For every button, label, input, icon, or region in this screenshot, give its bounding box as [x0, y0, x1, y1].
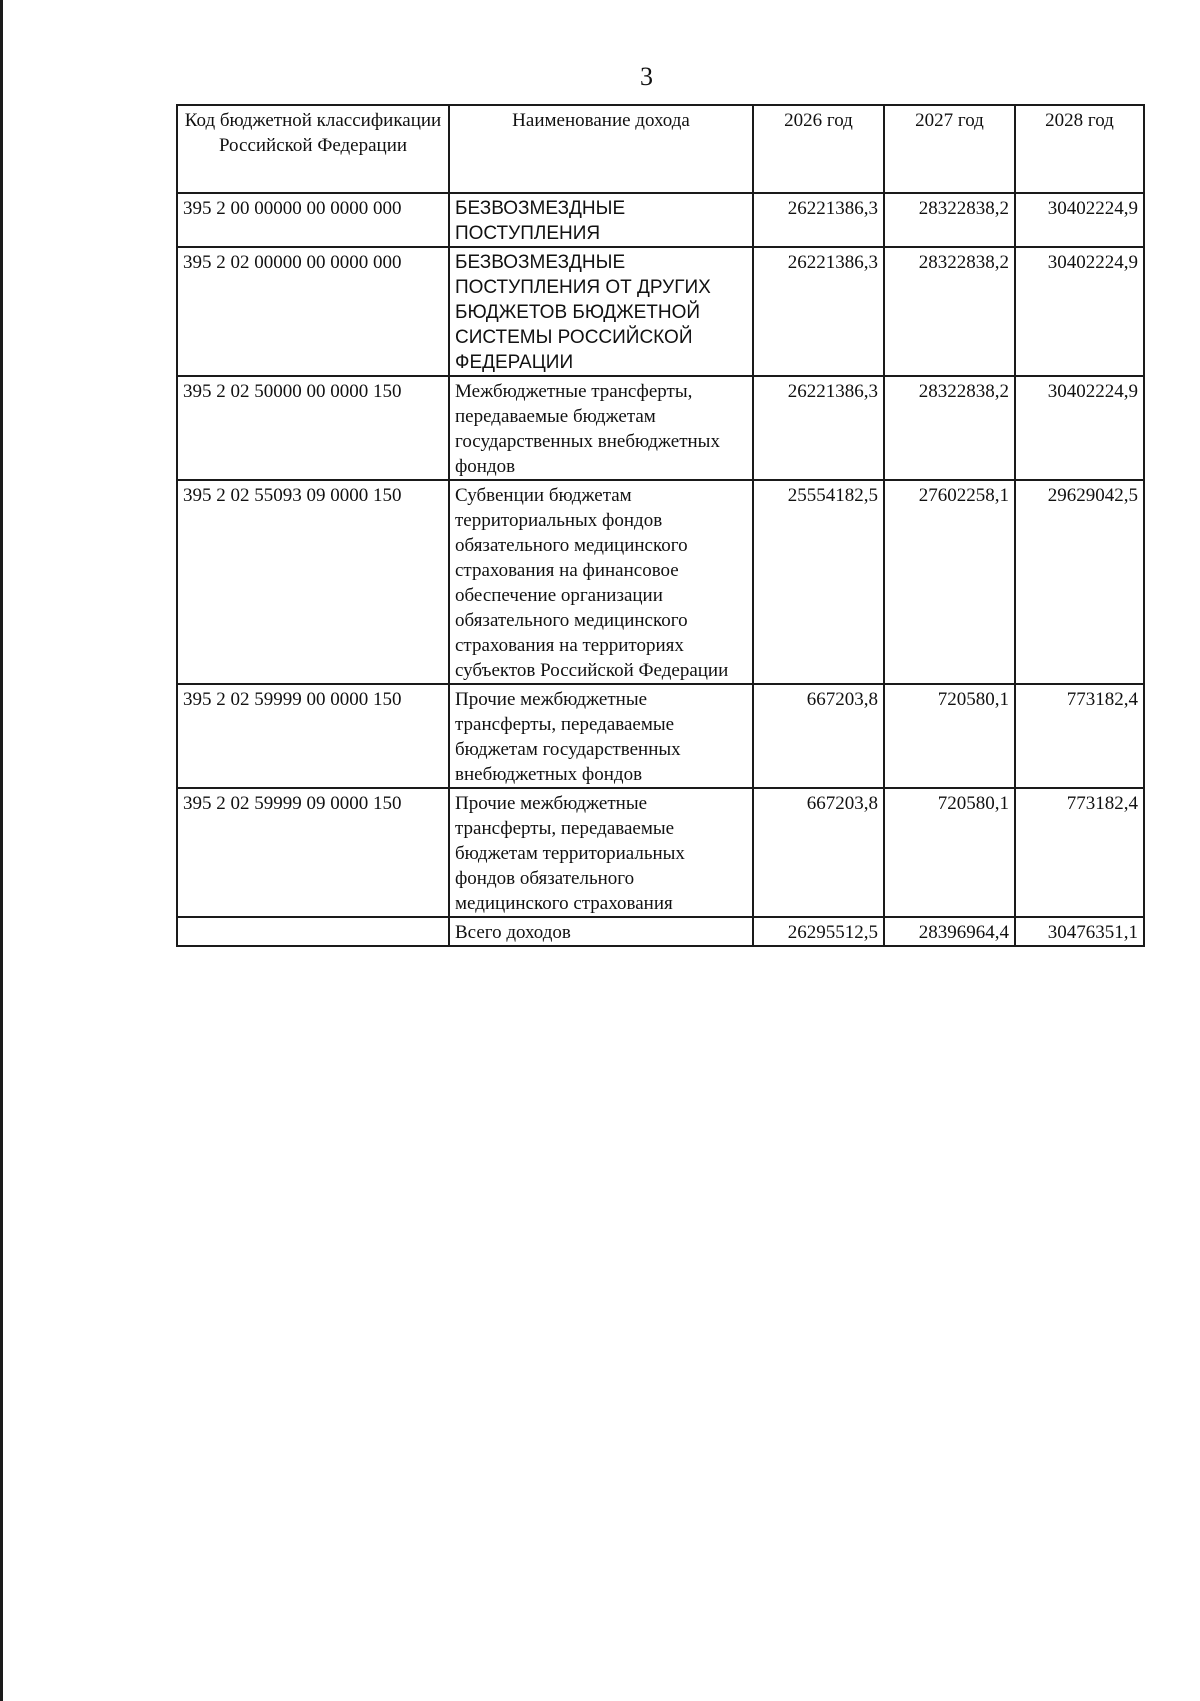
row-value-2028: 29629042,5 — [1015, 480, 1144, 684]
table-row — [177, 247, 1144, 376]
row-code: 395 2 02 00000 00 0000 000 — [177, 247, 449, 376]
row-value-2028: 773182,4 — [1015, 788, 1144, 917]
table-row — [177, 480, 1144, 684]
row-value-2027: 720580,1 — [884, 684, 1015, 788]
row-name: Прочие межбюджетные трансферты, передаваемые бюджетам государственных внебюджетных фондов — [449, 684, 753, 788]
row-value-2028: 30402224,9 — [1015, 247, 1144, 376]
row-value-2027: 27602258,1 — [884, 480, 1015, 684]
row-value-2028: 773182,4 — [1015, 684, 1144, 788]
table-header-row — [177, 105, 1144, 193]
total-row — [177, 917, 1144, 946]
header-year-2028: 2028 год — [1015, 105, 1144, 193]
row-value-2026: 26221386,3 — [753, 376, 884, 480]
row-value-2028: 30402224,9 — [1015, 376, 1144, 480]
total-value-2026: 26295512,5 — [753, 917, 884, 946]
page-number: 3 — [640, 62, 653, 91]
table-row — [177, 376, 1144, 480]
row-value-2027: 28322838,2 — [884, 376, 1015, 480]
header-year-2027: 2027 год — [884, 105, 1015, 193]
row-value-2026: 667203,8 — [753, 684, 884, 788]
row-name: Субвенции бюджетам территориальных фондов обязательного медицинского страхования на финансовое обеспечение организации обязательного медицинского страхования на территориях субъектов Российской Федерации — [449, 480, 753, 684]
table-row — [177, 193, 1144, 247]
row-value-2028: 30402224,9 — [1015, 193, 1144, 247]
scan-edge — [0, 0, 3, 1701]
row-value-2027: 720580,1 — [884, 788, 1015, 917]
row-code: 395 2 02 59999 00 0000 150 — [177, 684, 449, 788]
header-code: Код бюджетной классификации Российской Федерации — [177, 105, 449, 193]
row-code: 395 2 02 59999 09 0000 150 — [177, 788, 449, 917]
row-value-2026: 667203,8 — [753, 788, 884, 917]
row-value-2026: 26221386,3 — [753, 193, 884, 247]
row-value-2026: 26221386,3 — [753, 247, 884, 376]
row-name: БЕЗВОЗМЕЗДНЫЕ ПОСТУПЛЕНИЯ — [449, 193, 753, 247]
row-value-2027: 28322838,2 — [884, 193, 1015, 247]
row-name: БЕЗВОЗМЕЗДНЫЕ ПОСТУПЛЕНИЯ ОТ ДРУГИХ БЮДЖЕТОВ БЮДЖЕТНОЙ СИСТЕМЫ РОССИЙСКОЙ ФЕДЕРАЦИИ — [449, 247, 753, 376]
table-row — [177, 684, 1144, 788]
header-name: Наименование дохода — [449, 105, 753, 193]
budget-revenue-table — [176, 104, 1145, 947]
total-value-2027: 28396964,4 — [884, 917, 1015, 946]
row-code: 395 2 00 00000 00 0000 000 — [177, 193, 449, 247]
total-value-2028: 30476351,1 — [1015, 917, 1144, 946]
total-code-empty — [177, 917, 449, 946]
row-value-2026: 25554182,5 — [753, 480, 884, 684]
total-label: Всего доходов — [449, 917, 753, 946]
row-code: 395 2 02 50000 00 0000 150 — [177, 376, 449, 480]
row-code: 395 2 02 55093 09 0000 150 — [177, 480, 449, 684]
row-name: Межбюджетные трансферты, передаваемые бюджетам государственных внебюджетных фондов — [449, 376, 753, 480]
table-row — [177, 788, 1144, 917]
header-year-2026: 2026 год — [753, 105, 884, 193]
row-value-2027: 28322838,2 — [884, 247, 1015, 376]
row-name: Прочие межбюджетные трансферты, передаваемые бюджетам территориальных фондов обязательного медицинского страхования — [449, 788, 753, 917]
